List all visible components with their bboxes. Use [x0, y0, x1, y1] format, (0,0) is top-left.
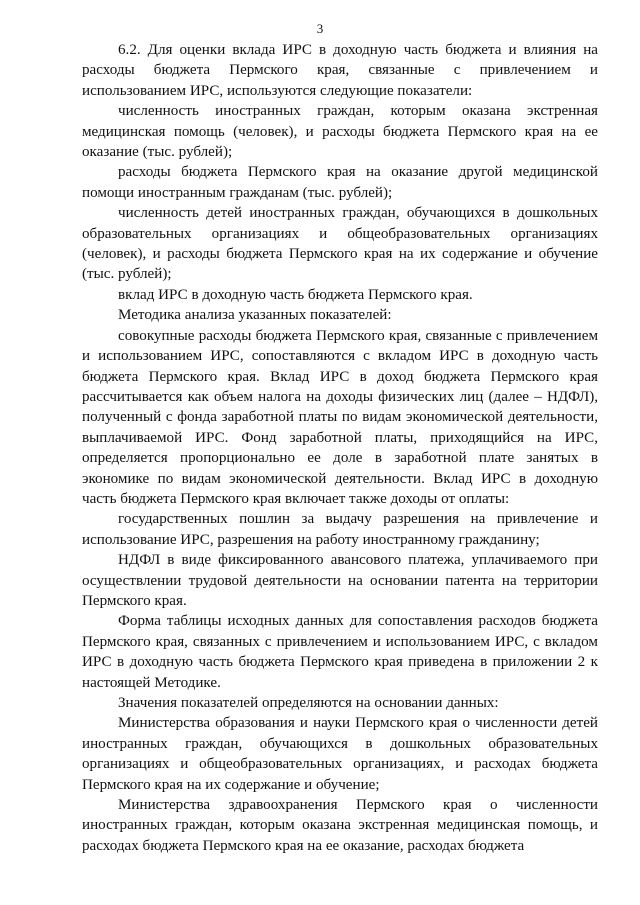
paragraph-health-ministry: Министерства здравоохранения Пермского края о численности иностранных граждан, которым оказана экстренная медицинская помощь, и расходах бюджета Пермского края на ее оказание, расходах бюджета [82, 797, 598, 854]
paragraph-methodology-heading: Методика анализа указанных показателей: [118, 307, 392, 324]
paragraph-ndfl-patent: НДФЛ в виде фиксированного авансового платежа, уплачиваемого при осуществлении трудовой деятельности на основании патента на территории Пермского края. [82, 552, 598, 609]
paragraph-methodology-body: совокупные расходы бюджета Пермского края, связанные с привлечением и использованием ИРС, сопоставляются с вкладом ИРС в доходную часть бюджета Пермского края. Вклад ИРС в доход бюджета Пермского края рассчитывается как объем налога на доходы физических лиц (далее – НДФЛ), полученный с фонда заработной платы по видам экономической деятельности, выплачиваемой ИРС. Фонд заработной платы, приходящийся на ИРС, определяется пропорционально ее доле в заработной плате занятых в экономике по видам экономической деятельности. Вклад ИРС в доходную часть бюджета Пермского края включает также доходы от оплаты: [82, 327, 598, 507]
paragraph-emergency-care: численность иностранных граждан, которым оказана экстренная медицинская помощь (человек), и расходы бюджета Пермского края на ее оказание (тыс. рублей); [82, 103, 598, 161]
paragraph-children-education: численность детей иностранных граждан, обучающихся в дошкольных образовательных организациях и общеобразовательных организациях (человек), и расходы бюджета Пермского края на их содержание и обучение (тыс. рублей); [82, 205, 598, 283]
document-body [82, 40, 598, 856]
paragraph-table-form: Форма таблицы исходных данных для сопоставления расходов бюджета Пермского края, связанных с привлечением и использованием ИРС, с вкладом ИРС в доходную часть бюджета Пермского края приведена в приложении 2 к настоящей Методике. [82, 613, 598, 691]
page-number: 3 [316, 21, 324, 36]
paragraph-education-ministry: Министерства образования и науки Пермского края о численности детей иностранных граждан, обучающихся в дошкольных образовательных организациях и общеобразовательных организациях, и расходах бюджета Пермского края на их содержание и обучение; [82, 715, 598, 793]
paragraph-state-fees: государственных пошлин за выдачу разрешения на привлечение и использование ИРС, разрешения на работу иностранному гражданину; [82, 511, 598, 548]
paragraph-budget-contribution: вклад ИРС в доходную часть бюджета Пермского края. [118, 286, 473, 303]
paragraph-other-care: расходы бюджета Пермского края на оказание другой медицинской помощи иностранным гражданам (тыс. рублей); [82, 164, 598, 201]
paragraph-indicators-intro: 6.2. Для оценки вклада ИРС в доходную часть бюджета и влияния на расходы бюджета Пермского края, связанные с привлечением и использованием ИРС, используются следующие показатели: [82, 42, 598, 99]
paragraph-data-sources: Значения показателей определяются на основании данных: [118, 695, 499, 711]
